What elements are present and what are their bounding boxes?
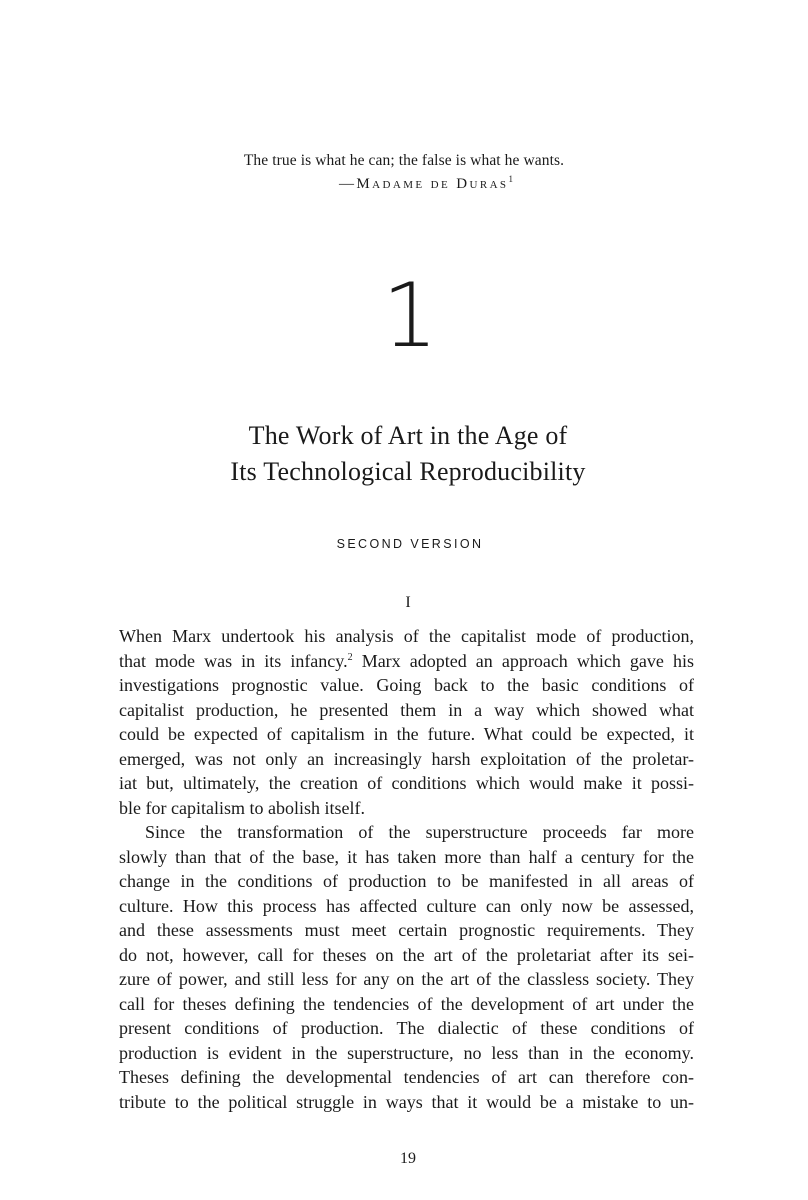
body-text — [119, 624, 694, 1114]
body-line-part: Marx adopted an approach which gave his — [352, 650, 694, 671]
body-line: Since the transformation of the superstructure proceeds far more — [145, 822, 694, 842]
body-line: When Marx undertook his analysis of the capitalist mode of production, — [119, 626, 694, 646]
chapter-number: 1 — [382, 264, 438, 367]
body-line: ble for capitalism to abolish itself. — [119, 797, 365, 818]
body-line: emerged, was not only an increasingly harsh exploitation of the proletar- — [119, 748, 694, 769]
body-line: tribute to the political struggle in ways that it would be a mistake to un- — [119, 1091, 694, 1112]
body-line: investigations prognostic value. Going back to the basic conditions of — [119, 675, 694, 695]
body-line: capitalist production, he presented them in a way which showed what — [119, 699, 694, 720]
page-number: 19 — [400, 1150, 416, 1167]
body-line: call for theses defining the tendencies of the development of art under the — [119, 993, 694, 1014]
chapter-title — [4, 418, 808, 490]
epigraph-attribution — [22, 174, 808, 193]
attribution-text: —Madame de Duras — [339, 176, 509, 192]
body-line: change in the conditions of production to be manifested in all areas of — [119, 871, 694, 891]
body-line: production is evident in the superstructure, no less than in the economy. — [119, 1042, 694, 1063]
chapter-title-line-2: Its Technological Reproducibility — [230, 457, 586, 486]
epigraph-quote: The true is what he can; the false is what he wants. — [243, 152, 565, 169]
section-numeral: I — [405, 594, 411, 611]
body-line: do not, however, call for theses on the art of the proletariat after its sei- — [119, 944, 694, 965]
chapter-title-line-1: The Work of Art in the Age of — [248, 421, 568, 450]
body-line: culture. How this process has affected culture can only now be assessed, — [119, 895, 694, 916]
body-line: zure of power, and still less for any on the art of the classless society. They — [119, 969, 694, 989]
body-line: present conditions of production. The dialectic of these conditions of — [119, 1018, 694, 1038]
body-line: and these assessments must meet certain prognostic requirements. They — [119, 920, 694, 940]
body-line: Theses defining the developmental tendencies of art can therefore con- — [119, 1067, 694, 1087]
body-line — [119, 649, 694, 674]
footnote-ref-2: 2 — [347, 651, 353, 663]
body-line: could be expected of capitalism in the future. What could be expected, it — [119, 724, 694, 744]
version-label: SECOND VERSION — [336, 537, 484, 551]
body-line-part: that mode was in its infancy. — [119, 650, 348, 671]
footnote-ref-1: 1 — [508, 174, 513, 184]
body-line: slowly than that of the base, it has taken more than half a century for the — [119, 846, 694, 867]
body-line: iat but, ultimately, the creation of conditions which would make it possi- — [119, 773, 694, 793]
